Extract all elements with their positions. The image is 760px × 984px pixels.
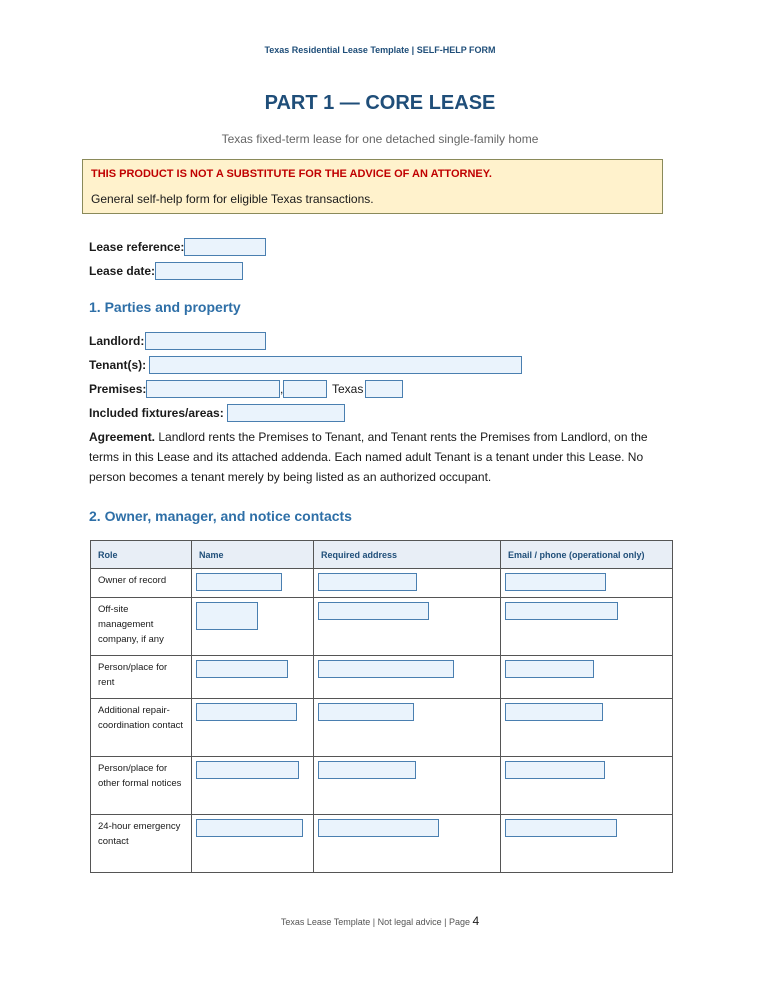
landlord-field[interactable]: [145, 332, 266, 350]
contact-cell: [501, 815, 673, 873]
notices-name-field[interactable]: [196, 761, 299, 779]
management-name-field[interactable]: [196, 602, 258, 630]
rent-name-field[interactable]: [196, 660, 288, 678]
table-row: [91, 656, 673, 699]
table-header-row: [91, 541, 673, 569]
role-cell: 24-hour emergency contact: [91, 815, 192, 873]
agreement-text: Landlord rents the Premises to Tenant, and Tenant rents the Premises from Landlord, on the terms in this Lease and its attached addenda. Each named adult Tenant is a tenant under this Lease. No person becomes a tenant merely by being listed as an authorized occupant.: [89, 430, 648, 484]
owner-contact-field[interactable]: [505, 573, 606, 591]
contact-cell: [501, 757, 673, 815]
lease-reference-label: Lease reference:: [89, 240, 185, 254]
name-cell: [192, 699, 314, 757]
owner-address-field[interactable]: [318, 573, 417, 591]
page-subtitle: Texas fixed-term lease for one detached single-family home: [221, 132, 539, 146]
lease-date-field[interactable]: [155, 262, 243, 280]
table-row: [91, 699, 673, 757]
role-cell: Off-site management company, if any: [91, 598, 192, 656]
address-cell: [314, 815, 501, 873]
premises-street-field[interactable]: [146, 380, 280, 398]
running-header: Texas Residential Lease Template | SELF-HELP FORM: [264, 45, 496, 55]
owner-name-field[interactable]: [196, 573, 282, 591]
notices-address-field[interactable]: [318, 761, 416, 779]
premises-state-label: Texas: [332, 382, 364, 396]
contact-cell: [501, 656, 673, 699]
column-header-address: Required address: [314, 541, 501, 569]
role-cell: Person/place for rent: [91, 656, 192, 699]
section-2-heading: 2. Owner, manager, and notice contacts: [89, 508, 352, 524]
management-address-field[interactable]: [318, 602, 429, 620]
name-cell: [192, 569, 314, 598]
tenants-label: Tenant(s):: [89, 358, 147, 372]
lease-reference-field[interactable]: [184, 238, 266, 256]
notices-contact-field[interactable]: [505, 761, 605, 779]
table-row: [91, 569, 673, 598]
agreement-paragraph: [89, 427, 669, 487]
attorney-notice-box: [82, 159, 663, 214]
table-row: [91, 815, 673, 873]
section-1-heading: 1. Parties and property: [89, 299, 241, 315]
role-cell: Owner of record: [91, 569, 192, 598]
name-cell: [192, 815, 314, 873]
page-title: PART 1 — CORE LEASE: [264, 92, 496, 114]
address-cell: [314, 598, 501, 656]
address-cell: [314, 699, 501, 757]
lease-reference-row: [89, 237, 289, 257]
emergency-name-field[interactable]: [196, 819, 303, 837]
premises-row: [89, 379, 409, 399]
address-cell: [314, 656, 501, 699]
role-cell: Person/place for other formal notices: [91, 757, 192, 815]
lease-date-row: [89, 261, 289, 281]
contact-cell: [501, 699, 673, 757]
column-header-role: Role: [91, 541, 192, 569]
name-cell: [192, 656, 314, 699]
table-row: [91, 757, 673, 815]
emergency-contact-field[interactable]: [505, 819, 617, 837]
fixtures-row: [89, 403, 359, 423]
management-contact-field[interactable]: [505, 602, 618, 620]
column-header-name: Name: [192, 541, 314, 569]
contact-cell: [501, 598, 673, 656]
premises-zip-field[interactable]: [365, 380, 403, 398]
premises-comma: ,: [280, 382, 284, 396]
fixtures-field[interactable]: [227, 404, 345, 422]
role-cell: Additional repair-coordination contact: [91, 699, 192, 757]
rent-contact-field[interactable]: [505, 660, 594, 678]
tenants-row: [89, 355, 529, 375]
rent-address-field[interactable]: [318, 660, 454, 678]
page-footer: [0, 914, 760, 928]
premises-city-field[interactable]: [283, 380, 327, 398]
fixtures-label: Included fixtures/areas:: [89, 406, 224, 420]
landlord-label: Landlord:: [89, 334, 145, 348]
contacts-table: [90, 540, 673, 873]
agreement-lead: Agreement.: [89, 430, 156, 444]
notice-body: General self-help form for eligible Texas transactions.: [91, 192, 374, 206]
address-cell: [314, 569, 501, 598]
address-cell: [314, 757, 501, 815]
lease-date-label: Lease date:: [89, 264, 156, 278]
repair-name-field[interactable]: [196, 703, 297, 721]
table-row: [91, 598, 673, 656]
page-number: 4: [472, 914, 480, 928]
emergency-address-field[interactable]: [318, 819, 439, 837]
premises-label: Premises:: [89, 382, 147, 396]
name-cell: [192, 598, 314, 656]
repair-contact-field[interactable]: [505, 703, 603, 721]
column-header-contact: Email / phone (operational only): [501, 541, 673, 569]
contact-cell: [501, 569, 673, 598]
repair-address-field[interactable]: [318, 703, 414, 721]
landlord-row: [89, 331, 289, 351]
attorney-warning: THIS PRODUCT IS NOT A SUBSTITUTE FOR THE ADVICE OF AN ATTORNEY.: [91, 168, 492, 180]
name-cell: [192, 757, 314, 815]
tenants-field[interactable]: [149, 356, 522, 374]
footer-text: Texas Lease Template | Not legal advice | Page: [280, 917, 473, 927]
